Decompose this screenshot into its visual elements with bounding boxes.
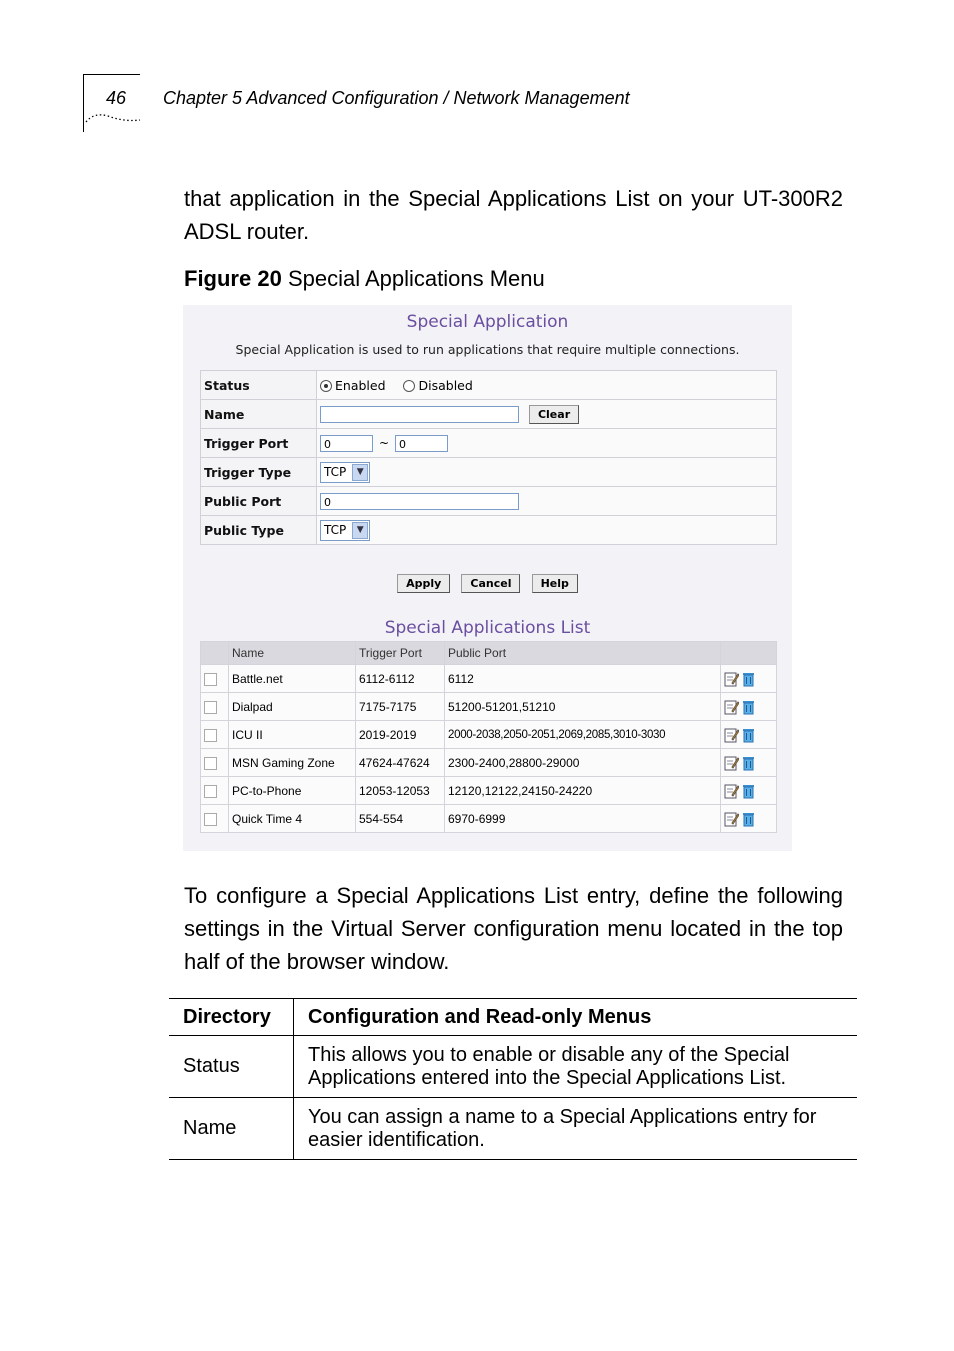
edit-icon[interactable]	[724, 727, 739, 743]
row-trigger-port: 2019-2019	[356, 721, 445, 749]
panel-title: Special Application	[406, 312, 569, 332]
trigger-port-label: Trigger Port	[201, 429, 317, 458]
edit-icon[interactable]	[724, 811, 739, 827]
public-port-input[interactable]: 0	[320, 493, 519, 510]
clear-button[interactable]: Clear	[529, 405, 579, 424]
table-row	[201, 693, 777, 721]
edit-icon[interactable]	[724, 783, 739, 799]
list-header-trigger-port: Trigger Port	[356, 642, 445, 665]
row-trigger-port: 12053-12053	[356, 777, 445, 805]
status-disabled-label: Disabled	[418, 377, 473, 393]
list-header-select	[201, 642, 229, 665]
table-row	[201, 749, 777, 777]
help-button[interactable]: Help	[532, 574, 578, 593]
special-application-form	[200, 370, 777, 545]
body-paragraph: To configure a Special Applications List entry, define the following settings in the Virtual Server configuration menu located in the top half of the browser window.	[184, 883, 843, 974]
list-header-public-port: Public Port	[445, 642, 721, 665]
table-row	[169, 1098, 857, 1160]
cancel-button[interactable]: Cancel	[461, 574, 520, 593]
row-public-port: 12120,12122,24150-24220	[445, 777, 721, 805]
description-cell: This allows you to enable or disable any of the Special Applications entered into the Special Applications List.	[294, 1036, 858, 1098]
description-header: Configuration and Read-only Menus	[294, 999, 858, 1036]
chevron-down-icon: ▼	[352, 522, 368, 539]
row-public-port: 6970-6999	[445, 805, 721, 833]
row-checkbox[interactable]	[204, 757, 217, 770]
edit-icon[interactable]	[724, 671, 739, 687]
row-name: Dialpad	[229, 693, 356, 721]
trash-icon[interactable]	[742, 671, 755, 687]
directory-header: Directory	[169, 999, 294, 1036]
special-application-screenshot	[183, 305, 792, 851]
row-trigger-port: 554-554	[356, 805, 445, 833]
table-row	[201, 805, 777, 833]
list-header-name: Name	[229, 642, 356, 665]
trigger-port-to-input[interactable]: 0	[395, 435, 448, 452]
table-row	[201, 777, 777, 805]
public-type-label: Public Type	[201, 516, 317, 545]
public-type-select[interactable]	[320, 520, 370, 541]
edit-icon[interactable]	[724, 699, 739, 715]
public-port-row	[201, 487, 777, 516]
directory-cell: Status	[169, 1036, 294, 1098]
public-type-value: TCP	[324, 522, 347, 537]
chapter-title: Chapter 5 Advanced Configuration / Network Management	[163, 88, 630, 108]
trash-icon[interactable]	[742, 699, 755, 715]
description-cell: You can assign a name to a Special Applications entry for easier identification.	[294, 1098, 858, 1160]
figure-title: Special Applications Menu	[287, 266, 545, 291]
row-name: Quick Time 4	[229, 805, 356, 833]
row-public-port: 6112	[445, 665, 721, 693]
trigger-type-row	[201, 458, 777, 487]
trash-icon[interactable]	[742, 811, 755, 827]
special-applications-list	[200, 641, 777, 833]
row-public-port: 2000-2038,2050-2051,2069,2085,3010-3030	[445, 721, 721, 749]
table-row	[201, 721, 777, 749]
status-row	[201, 371, 777, 400]
edit-icon[interactable]	[724, 755, 739, 771]
trash-icon[interactable]	[742, 783, 755, 799]
row-trigger-port: 47624-47624	[356, 749, 445, 777]
trash-icon[interactable]	[742, 727, 755, 743]
name-row	[201, 400, 777, 429]
status-enabled-label: Enabled	[335, 377, 386, 393]
chevron-down-icon: ▼	[352, 464, 368, 481]
status-disabled-radio[interactable]	[403, 380, 415, 392]
intro-paragraph: that application in the Special Applications List on your UT-300R2 ADSL router.	[184, 186, 843, 244]
header-rule-top	[83, 74, 140, 75]
trigger-type-value: TCP	[324, 464, 347, 479]
row-checkbox[interactable]	[204, 813, 217, 826]
list-title: Special Applications List	[384, 618, 591, 638]
row-checkbox[interactable]	[204, 701, 217, 714]
trigger-type-label: Trigger Type	[201, 458, 317, 487]
trash-icon[interactable]	[742, 755, 755, 771]
table-row	[201, 665, 777, 693]
directory-cell: Name	[169, 1098, 294, 1160]
row-name: MSN Gaming Zone	[229, 749, 356, 777]
public-type-row	[201, 516, 777, 545]
row-trigger-port: 7175-7175	[356, 693, 445, 721]
row-public-port: 51200-51201,51210	[445, 693, 721, 721]
directory-header-row	[169, 999, 857, 1036]
trigger-port-separator: ~	[378, 435, 390, 450]
dotted-curve-icon	[84, 110, 142, 126]
list-header-actions	[721, 642, 777, 665]
page-number: 46	[106, 88, 127, 108]
row-checkbox[interactable]	[204, 673, 217, 686]
trigger-type-select[interactable]	[320, 462, 370, 483]
apply-button[interactable]: Apply	[397, 574, 450, 593]
form-buttons	[183, 573, 792, 593]
list-header-row	[201, 642, 777, 665]
row-checkbox[interactable]	[204, 785, 217, 798]
row-name: ICU II	[229, 721, 356, 749]
trigger-port-row	[201, 429, 777, 458]
table-row	[169, 1036, 857, 1098]
row-trigger-port: 6112-6112	[356, 665, 445, 693]
figure-label: Figure 20	[184, 266, 282, 291]
status-label: Status	[201, 371, 317, 400]
public-port-label: Public Port	[201, 487, 317, 516]
status-enabled-radio[interactable]	[320, 380, 332, 392]
figure-caption	[184, 266, 545, 292]
directory-table	[169, 998, 857, 1160]
row-name: Battle.net	[229, 665, 356, 693]
trigger-port-from-input[interactable]: 0	[320, 435, 373, 452]
row-public-port: 2300-2400,28800-29000	[445, 749, 721, 777]
name-input[interactable]	[320, 406, 519, 423]
panel-description: Special Application is used to run applications that require multiple connections.	[235, 342, 740, 357]
name-label: Name	[201, 400, 317, 429]
row-checkbox[interactable]	[204, 729, 217, 742]
row-name: PC-to-Phone	[229, 777, 356, 805]
